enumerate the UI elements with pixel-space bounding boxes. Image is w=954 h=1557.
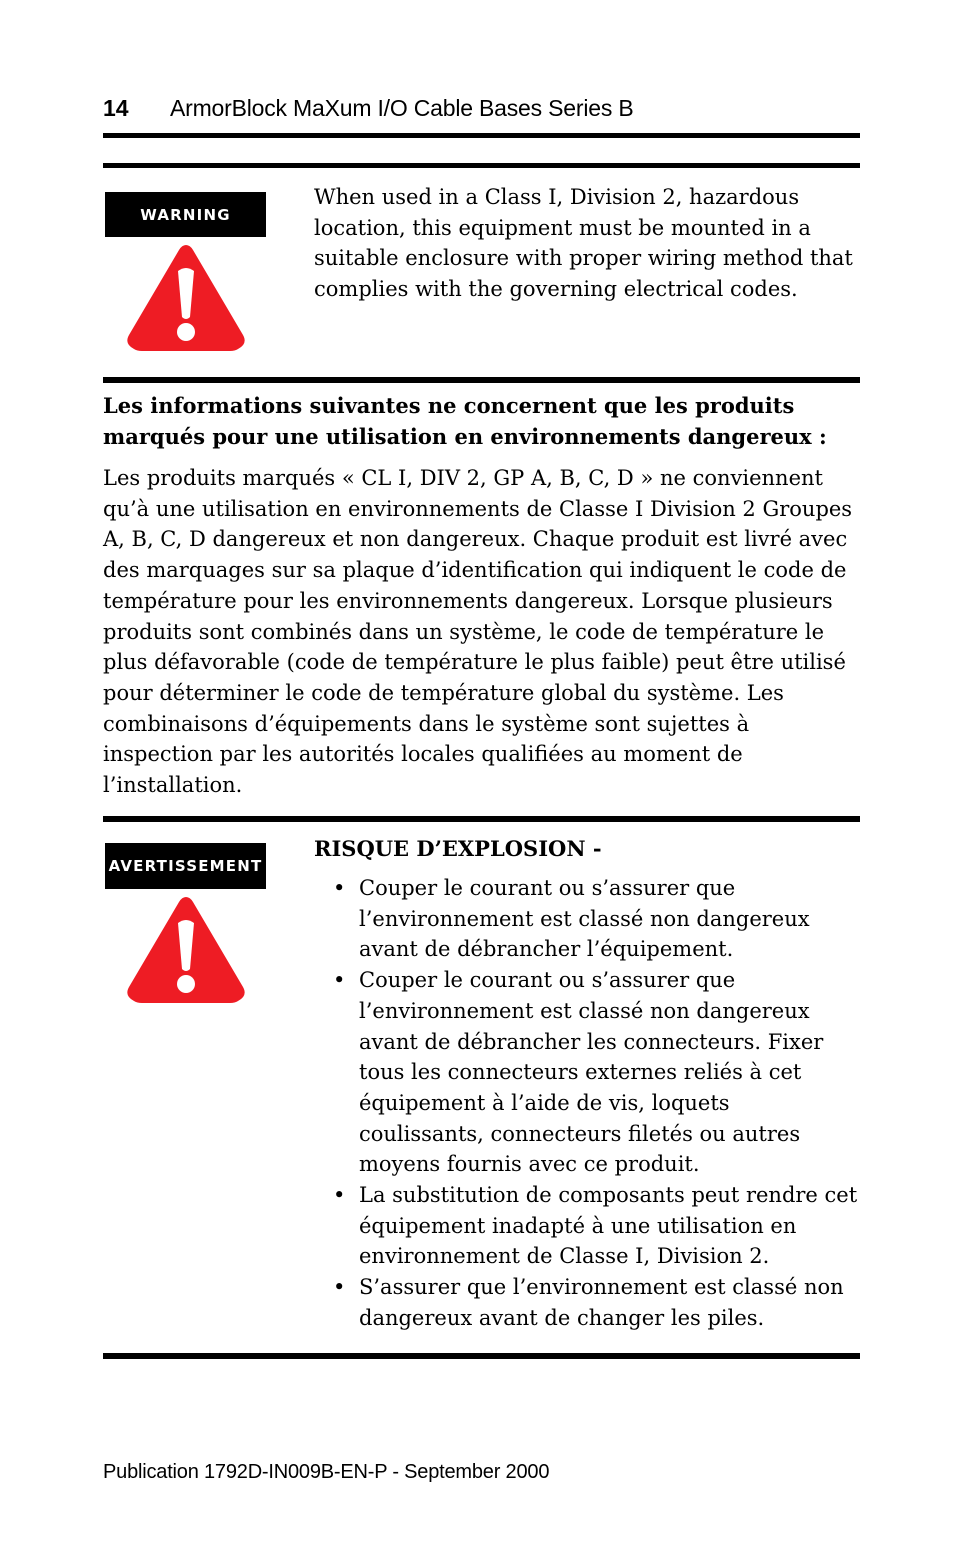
header-rule (103, 133, 860, 138)
bullet-icon: • (333, 1275, 346, 1300)
explosion-risk-title: RISQUE D’EXPLOSION - (314, 836, 602, 861)
list-item-text: La substitution de composants peut rendre cet équipement inadapté à une utilisation en environnement de Classe I, Division 2. (359, 1183, 858, 1269)
avertissement-badge: AVERTISSEMENT (105, 843, 266, 889)
page-number: 14 (103, 95, 129, 121)
hazardous-info-paragraph: Les produits marqués « CL I, DIV 2, GP A, B, C, D » ne conviennent qu’à une utilisation en environnements de Classe I Division 2 Groupes A, B, C, D dangereux et non dangereux. Chaque produit est livré avec des marquages sur sa plaque d’identification qui indiquent le code de température pour les environnements dangereux. Lorsque plusieurs produits sont combinés dans un système, le code de température le plus défavorable (code de température le plus faible) peut être utilisé pour déterminer le code de température global du système. Les combinaisons d’équipements dans le système sont sujettes à inspection par les autorités locales qualifiées au moment de l’installation. (103, 466, 853, 798)
explosion-risk-list (314, 873, 860, 1334)
bullet-icon: • (333, 1183, 346, 1208)
warning-text: When used in a Class I, Division 2, hazardous location, this equipment must be mounted in a suitable enclosure with proper wiring method that complies with the governing electrical codes. (314, 185, 853, 302)
warning-triangle-icon (124, 241, 248, 353)
list-item-text: S’assurer que l’environnement est classé non dangereux avant de changer les piles. (359, 1275, 844, 1330)
avertissement-bottom-rule (103, 1353, 860, 1359)
bullet-icon: • (333, 968, 346, 993)
publication-footer: Publication 1792D-IN009B-EN-P - September 2000 (103, 1461, 550, 1483)
hazardous-info-heading: Les informations suivantes ne concernent que les produits marqués pour une utilisation en environnements dangereux : (103, 393, 827, 449)
warning-bottom-rule (103, 377, 860, 383)
list-item-text: Couper le courant ou s’assurer que l’environnement est classé non dangereux avant de débrancher les connecteurs. Fixer tous les connecteurs externes reliés à cet équipement à l’aide de vis, loquets coulissants, connecteurs filetés ou autres moyens fournis avec ce produit. (359, 968, 824, 1177)
warning-triangle-icon (124, 893, 248, 1005)
avertissement-top-rule (103, 816, 860, 822)
list-item (314, 965, 860, 1180)
list-item-text: Couper le courant ou s’assurer que l’environnement est classé non dangereux avant de débrancher l’équipement. (359, 876, 810, 962)
list-item (314, 1180, 860, 1272)
list-item (314, 873, 860, 965)
bullet-icon: • (333, 876, 346, 900)
warning-top-rule (103, 163, 860, 168)
list-item (314, 1272, 860, 1333)
document-title: ArmorBlock MaXum I/O Cable Bases Series B (170, 95, 634, 121)
warning-badge: WARNING (105, 192, 266, 237)
page-header (103, 93, 860, 133)
